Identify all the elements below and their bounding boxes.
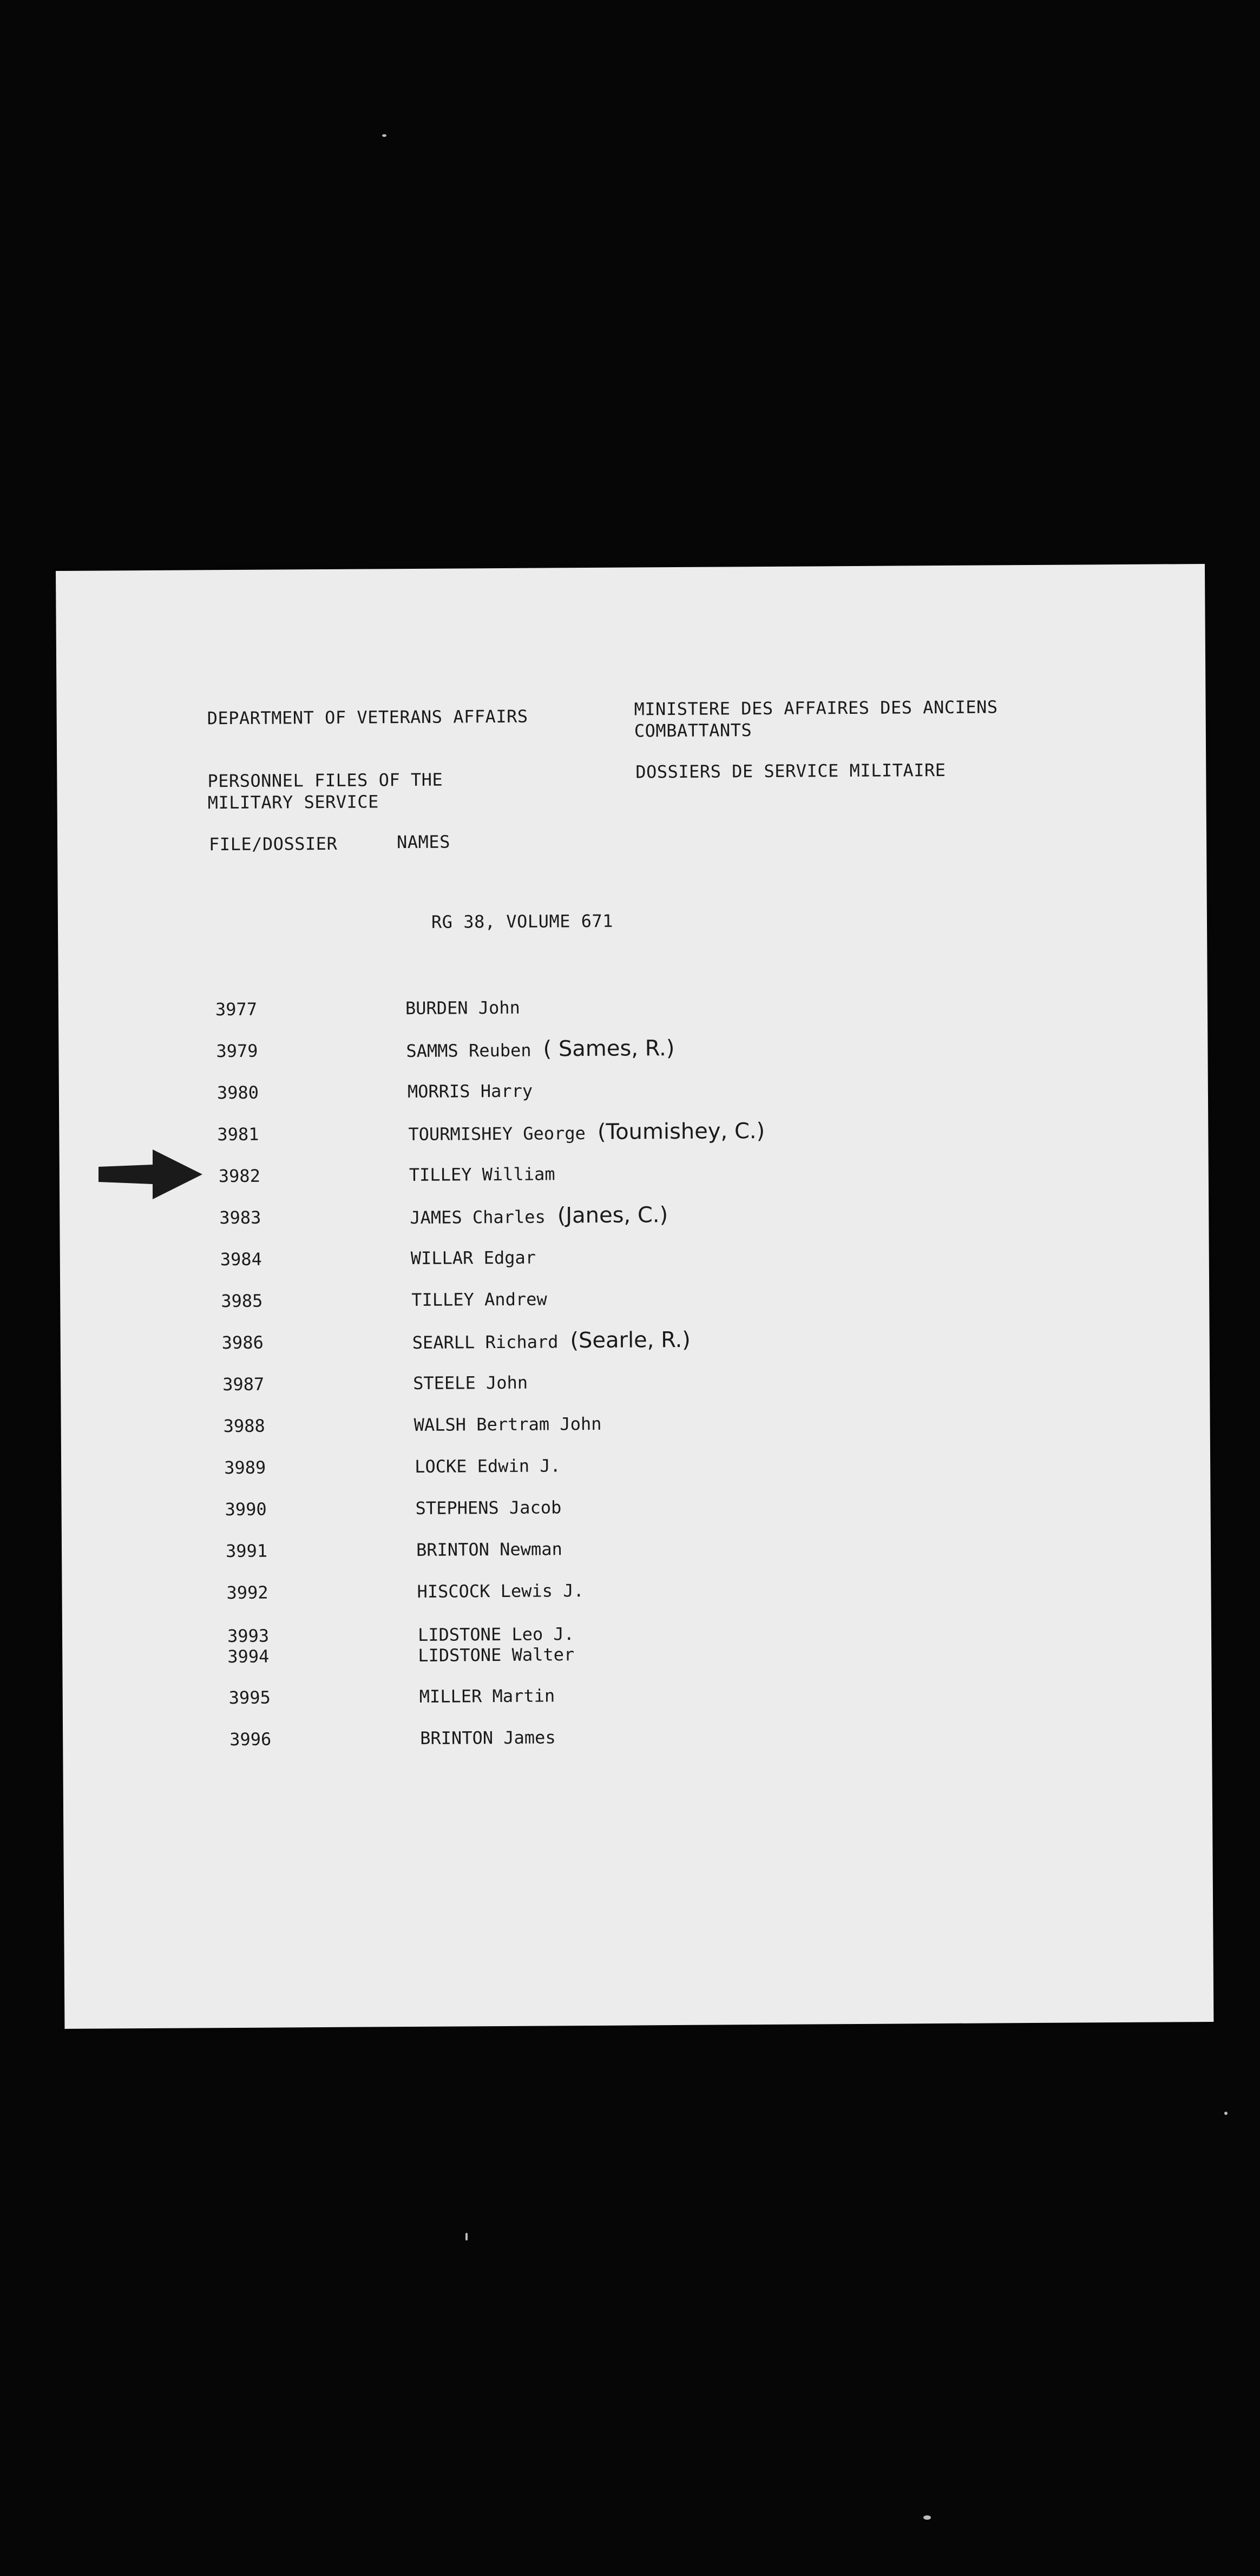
list-item [58,993,1208,1021]
volume-reference: RG 38, VOLUME 671 [431,910,614,932]
column-header-names: NAMES [396,831,451,853]
person-name: HISCOCK Lewis J. [417,1580,584,1602]
person-name: LIDSTONE Walter [418,1644,575,1666]
file-number: 3977 [215,998,258,1020]
arrow-right-icon [96,1147,205,1201]
file-number: 3987 [222,1374,265,1395]
document-page [56,564,1213,2029]
person-name: WILLAR Edgar [410,1247,536,1269]
list-item [60,1284,1209,1313]
dept-english: DEPARTMENT OF VETERANS AFFAIRS [207,706,528,729]
file-number: 3986 [221,1332,264,1353]
person-name: SAMMS Reuben ( Sames, R.) [406,1036,675,1062]
file-number: 3988 [223,1415,265,1437]
dept-french-line1: MINISTERE DES AFFAIRES DES ANCIENS [634,696,998,720]
person-name: MILLER Martin [419,1685,555,1707]
handwritten-note: (Searle, R.) [570,1327,691,1353]
list-item [60,1159,1209,1188]
person-name: SEARLL Richard (Searle, R.) [412,1327,691,1353]
list-item [62,1534,1211,1563]
dust-speck [382,134,386,137]
file-number: 3985 [221,1290,263,1312]
person-name: TILLEY William [409,1164,555,1186]
file-number: 3996 [229,1729,272,1750]
dust-speck [465,2233,468,2240]
file-number: 3980 [216,1082,259,1103]
list-item [60,1243,1209,1271]
file-number: 3984 [220,1248,262,1270]
file-number: 3990 [225,1499,267,1520]
files-english-line1: PERSONNEL FILES OF THE [207,769,443,792]
person-name: TILLEY Andrew [411,1289,547,1311]
list-item [59,1118,1208,1146]
dust-speck [1224,2112,1228,2115]
person-name: MORRIS Harry [407,1080,533,1102]
column-header-file: FILE/DOSSIER [208,833,338,855]
file-number: 3994 [227,1646,270,1667]
person-name: TOURMISHEY George (Toumishey, C.) [408,1119,765,1145]
person-name: STEELE John [413,1372,528,1394]
list-item [58,1034,1208,1063]
file-number: 3992 [226,1582,268,1604]
handwritten-note: (Toumishey, C.) [597,1119,765,1145]
person-name: BURDEN John [405,997,520,1019]
list-item [61,1451,1210,1480]
person-name: BRINTON Newman [416,1539,562,1560]
list-item [63,1723,1212,1751]
files-french: DOSSIERS DE SERVICE MILITAIRE [635,759,946,783]
list-item [63,1681,1212,1710]
person-name: BRINTON James [420,1727,556,1749]
files-english-line2: MILITARY SERVICE [207,791,379,813]
person-name: WALSH Bertram John [414,1413,602,1435]
file-number: 3982 [218,1165,261,1187]
list-item [61,1493,1210,1521]
list-item [60,1201,1209,1230]
list-item [61,1368,1210,1396]
file-number: 3983 [219,1207,261,1228]
dust-speck [923,2515,931,2520]
person-name: JAMES Charles (Janes, C.) [410,1202,668,1228]
person-name: LOCKE Edwin J. [415,1455,561,1477]
file-number: 3981 [217,1123,259,1145]
person-name: STEPHENS Jacob [415,1497,562,1519]
file-number: 3979 [216,1040,258,1062]
person-name: LIDSTONE Leo J. [417,1624,575,1645]
file-number: 3989 [224,1457,266,1478]
list-item [61,1409,1210,1438]
handwritten-note: ( Sames, R.) [543,1036,675,1062]
list-item [61,1326,1210,1355]
file-number: 3991 [225,1540,268,1562]
list-item [59,1076,1208,1105]
handwritten-note: (Janes, C.) [557,1202,668,1228]
dept-french-line2: COMBATTANTS [634,720,752,741]
file-number: 3995 [228,1687,271,1708]
file-number: 3993 [227,1625,270,1647]
list-item [62,1576,1211,1605]
